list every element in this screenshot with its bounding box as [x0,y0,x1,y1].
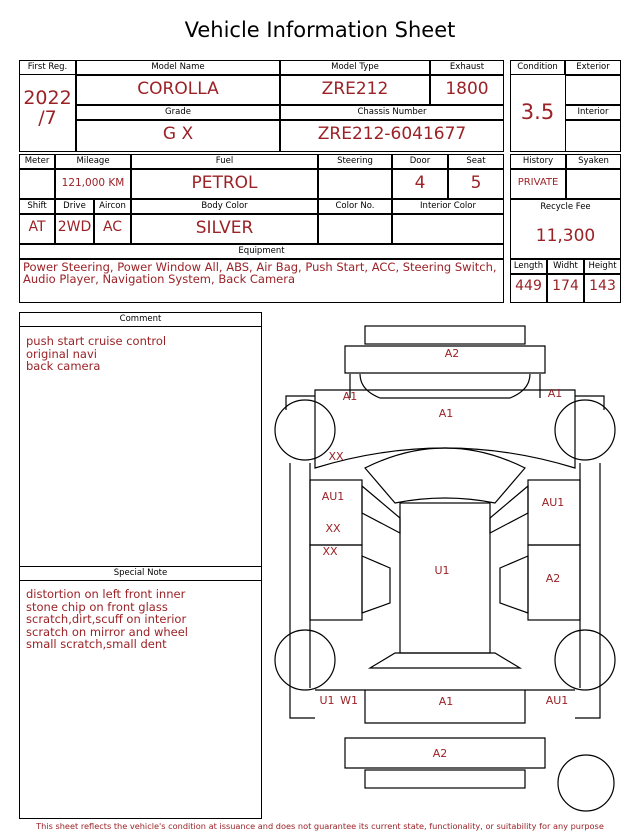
left-front-wheel [275,400,335,460]
width-label: Widht [553,261,578,271]
mark-left-rear-quarter-w: W1 [340,694,358,707]
right-rear-window [500,556,528,613]
height-value: 143 [589,278,616,294]
chassis-label: Chassis Number [357,107,427,117]
history-label: History [522,156,554,166]
mark-left-front-fender: XX [328,450,344,463]
shift-value: AT [28,219,46,235]
seat-label: Seat [466,156,486,166]
interior-color-label: Interior Color [420,201,476,211]
fuel-value: PETROL [191,173,258,193]
mark-rear-bumper: A2 [432,747,448,760]
mark-roof: U1 [434,564,450,577]
comment-label: Comment [119,314,162,324]
mark-left-rear-quarter-u: U1 [319,694,335,707]
right-front-door [528,480,580,545]
mark-left-front-fender-top: A1 [342,390,358,403]
steering-label: Steering [337,156,373,166]
rear-bumper-strip [365,770,525,788]
body-color-label: Body Color [201,201,248,211]
left-body-side [290,463,310,688]
syaken-label: Syaken [578,156,609,166]
mileage-label: Mileage [76,156,110,166]
hood-edges [350,374,540,398]
exterior-cell [565,75,621,105]
right-front-wheel [555,400,615,460]
exhaust-value: 1800 [445,79,489,99]
interior-label: Interior [577,107,609,117]
first-reg-value: 2022 /7 [23,87,72,129]
mark-left-front-door: XX [325,522,341,535]
comment-text: push start cruise control original navi back camera [26,334,167,373]
special-note-text: distortion on left front inner stone chip on front glass scratch,dirt,scuff on interior scratch on mirror and wheel small scratch,small dent [26,587,188,651]
width-value: 174 [552,278,579,294]
fuel-label: Fuel [215,156,234,166]
aircon-value: AC [102,219,123,235]
model-type-value: ZRE212 [321,79,389,99]
mark-hood: A1 [438,407,454,420]
spare-wheel [558,755,614,811]
mark-right-rear-door: A2 [545,572,561,585]
recycle-value: 11,300 [535,226,596,246]
seat-value: 5 [470,173,482,193]
aircon-label: Aircon [99,201,126,211]
meter-cell [19,169,55,199]
model-name-value: COROLLA [137,79,219,99]
mark-trunk: A1 [438,695,454,708]
interior-color-cell [392,214,504,244]
height-label: Height [588,261,617,271]
first-reg-label: First Reg. [27,62,68,72]
equipment-label: Equipment [238,246,285,256]
color-no-label: Color No. [335,201,375,211]
recycle-label: Recycle Fee [540,202,591,212]
left-rear-window [362,556,390,613]
special-note-label: Special Note [113,568,168,578]
chassis-value: ZRE212-6041677 [317,124,467,144]
left-front-window [362,486,400,533]
roof [400,503,490,653]
disclaimer-footer: This sheet reflects the vehicle's condition at issuance and does not guarantee its current state, functionality, or suitability for any purpose [36,821,604,831]
length-value: 449 [515,278,542,294]
length-label: Length [513,261,544,271]
mark-front-bumper: A2 [444,347,460,360]
interior-cell [565,120,621,152]
right-front-window [490,486,528,533]
page-title: Vehicle Information Sheet [184,18,456,42]
grade-value: G X [162,124,194,144]
right-rear-wheel [555,630,615,690]
drive-value: 2WD [57,219,92,235]
condition-value: 3.5 [520,100,555,124]
mark-left-front-door-top: AU1 [321,490,345,503]
hood-inner [360,374,530,398]
mark-right-rear-quarter: AU1 [545,694,569,707]
front-bumper-strip [365,326,525,344]
model-type-label: Model Type [331,62,379,72]
mark-left-rear-door: XX [322,545,338,558]
door-value: 4 [414,173,426,193]
steering-cell [318,169,392,199]
equipment-value: Power Steering, Power Window All, ABS, Air Bag, Push Start, ACC, Steering Switch, Audio Player, Navigation System, Back Camera [23,260,497,286]
shift-label: Shift [27,201,47,211]
door-label: Door [409,156,431,166]
meter-label: Meter [24,156,50,166]
color-no-cell [318,214,392,244]
rear-window [370,653,520,668]
condition-label: Condition [517,62,558,72]
mark-right-front-fender-top: A1 [547,387,563,400]
body-color-value: SILVER [195,218,254,238]
syaken-cell [566,169,621,199]
left-rear-wheel [275,630,335,690]
model-name-label: Model Name [151,62,205,72]
mileage-value: 121,000 KM [61,177,125,189]
drive-label: Drive [63,201,86,211]
right-body-side [580,463,600,688]
mark-right-front-door: AU1 [541,496,565,509]
history-value: PRIVATE [517,177,559,188]
exterior-label: Exterior [576,62,610,72]
car-damage-diagram [270,318,620,818]
grade-label: Grade [165,107,191,117]
windshield [365,448,525,503]
exhaust-label: Exhaust [449,62,485,72]
